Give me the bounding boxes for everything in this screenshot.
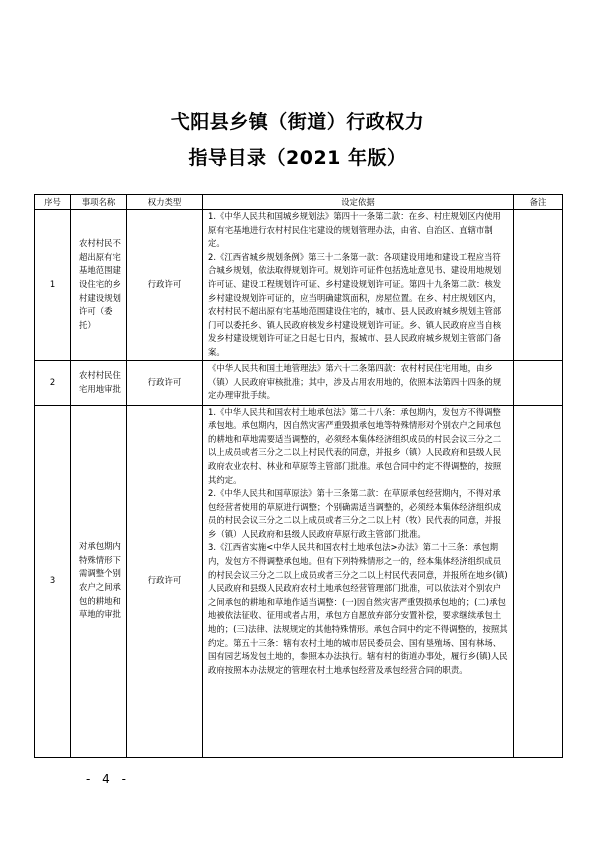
- table-row: [35, 210, 563, 361]
- basis-paragraph: 《中华人民共和国土地管理法》第六十二条第四款：农村村民住宅用地，由乡（镇）人民政府审核批准；其中，涉及占用农用地的，依照本法第四十四条的规定办理审批手续。: [208, 363, 502, 401]
- page-number: - 4 -: [86, 772, 130, 786]
- row-serial-number: 3: [35, 405, 71, 757]
- header-remark: 备注: [514, 195, 563, 210]
- row-legal-basis: [203, 210, 514, 361]
- row-item-name: 农村村民不超出原有宅基地范围建设住宅的乡村建设规划许可（委托）: [71, 210, 127, 361]
- row-power-type: 行政许可: [127, 405, 203, 757]
- basis-paragraph: 2.《中华人民共和国草原法》第十三条第二款：在草原承包经营期内，不得对承包经营者使用的草原进行调整；个别确需适当调整的，必须经本集体经济组织成员的村民会议三分之二以上成员或者三分之二以上村（牧）民代表的同意，并报乡（镇）人民政府和县级人民政府草原行政主管部门批准。: [208, 488, 502, 539]
- table-row: [35, 405, 563, 757]
- row-item-name: 对承包期内特殊情形下需调整个别农户之间承包的耕地和草地的审批: [71, 405, 127, 757]
- row-item-name: 农村村民住宅用地审批: [71, 360, 127, 405]
- table-header-row: [35, 195, 563, 210]
- document-title-line2: 指导目录（2021 年版）: [188, 147, 407, 169]
- row-serial-number: 2: [35, 360, 71, 405]
- header-serial-number: 序号: [35, 195, 71, 210]
- row-power-type: 行政许可: [127, 360, 203, 405]
- document-title-line1: 弋阳县乡镇（街道）行政权力: [170, 111, 425, 133]
- row-power-type: 行政许可: [127, 210, 203, 361]
- basis-paragraph: 1.《中华人民共和国农村土地承包法》第二十八条：承包期内，发包方不得调整承包地。承包期内，因自然灾害严重毁损承包地等特殊情形对个别农户之间承包的耕地和草地需要适当调整的，必须经本集体经济组织成员的村民会议三分之二以上成员或者三分之二以上村民代表的同意，并报乡（镇）人民政府和县级人民政府农业农村、林业和草原等主管部门批准。承包合同中约定不得调整的，按照其约定。: [208, 406, 502, 485]
- basis-paragraph: 3.《江西省实施<中华人民共和国农村土地承包法>办法》第二十三条：承包期内，发包方不得调整承包地。但有下列特殊情形之一的，经本集体经济组织成员的村民会议三分之二以上成员或者三分之二以上村民代表同意，并报所在地乡(镇)人民政府和县级人民政府农村土地承包经营管理部门批准，可以依法对个别农户之间承包的耕地和草地作适当调整：(一)因自然灾害严重毁损承包地的；(二)承包地被依法征收、征用或者占用，承包方自愿放弃部分安置补偿，要求继续承包土地的；(三)法律、法规规定的其他特殊情形。承包合同中约定不得调整的，按照其约定。第五十三条：辖有农村土地的城市居民委员会、国有垦殖场、国有林场、国有园艺场发包土地的，参照本办法执行。辖有村的街道办事处，履行乡(镇)人民政府按照本办法规定的管理农村土地承包经营及承包经营合同的职责。: [208, 542, 508, 675]
- row-remark: [514, 210, 563, 361]
- header-item-name: 事项名称: [71, 195, 127, 210]
- basis-paragraph: 1.《中华人民共和国城乡规划法》第四十一条第二款：在乡、村庄规划区内使用原有宅基地进行农村村民住宅建设的规划管理办法，由省、自治区、直辖市制定。: [208, 211, 501, 249]
- basis-paragraph: 2.《江西省城乡规划条例》第三十二条第一款：各项建设用地和建设工程应当符合城乡规划，依法取得规划许可。规划许可证件包括选址意见书、建设用地规划许可证、建设工程规划许可证、乡村建设规划许可证。第四十九条第二款：核发乡村建设规划许可证的，应当明确建筑面积，房屋位置。在乡、村庄规划区内，农村村民不超出原有宅基地范围建设住宅的，城市、县人民政府城乡规划主管部门可以委托乡、镇人民政府核发乡村建设规划许可证。乡、镇人民政府应当自核发乡村建设规划许可证之日起七日内，报城市、县人民政府城乡规划主管部门备案。: [208, 251, 502, 357]
- header-power-type: 权力类型: [127, 195, 203, 210]
- header-legal-basis: 设定依据: [203, 195, 514, 210]
- row-serial-number: 1: [35, 210, 71, 361]
- power-catalog-table: [34, 194, 563, 758]
- row-remark: [514, 360, 563, 405]
- row-remark: [514, 405, 563, 757]
- row-legal-basis: [203, 360, 514, 405]
- row-legal-basis: [203, 405, 514, 757]
- table-row: [35, 360, 563, 405]
